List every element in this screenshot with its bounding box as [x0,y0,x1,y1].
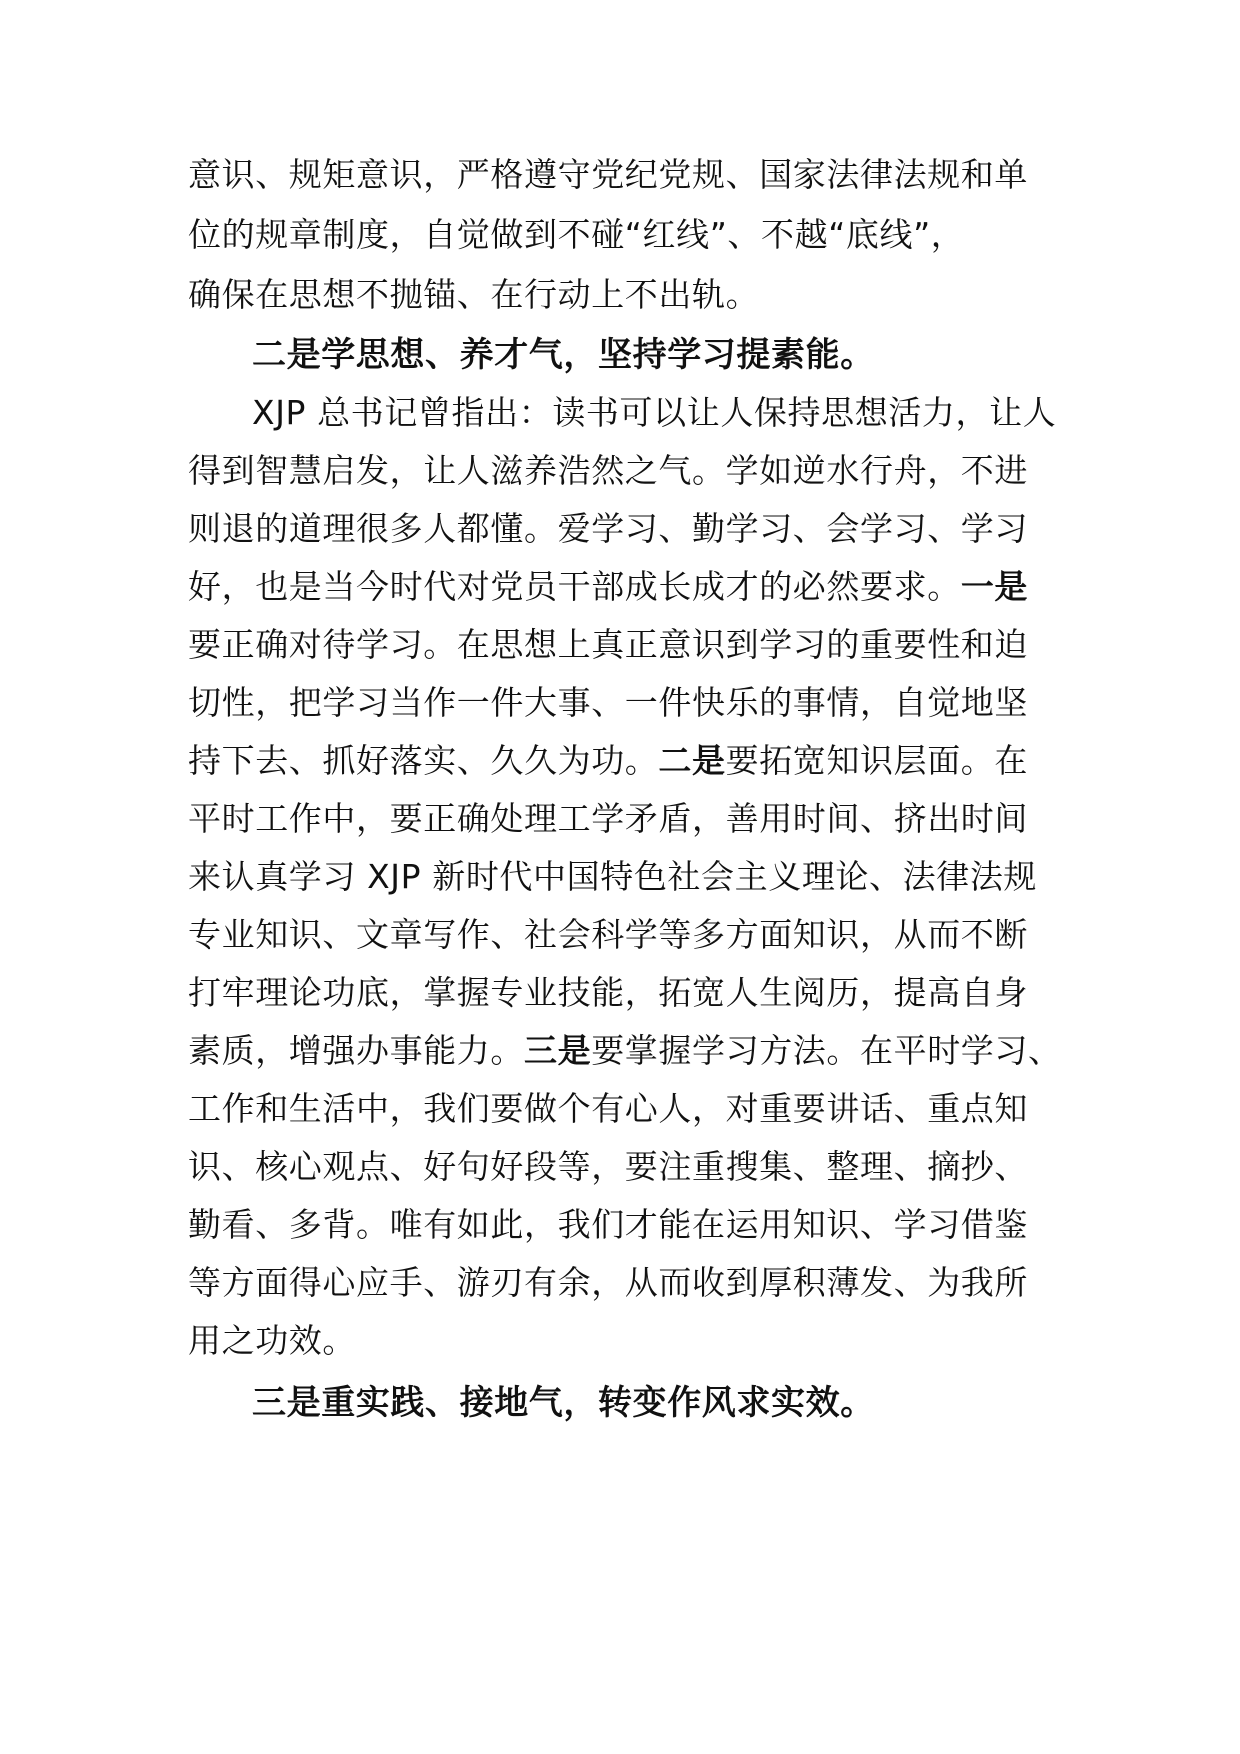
text-line: 切性，把学习当作一件大事、一件快乐的事情，自觉地坚 [188,683,1028,722]
text-segment: 好，也是当今时代对党员干部成长成才的必然要求。 [188,567,961,606]
text-line: 位的规章制度，自觉做到不碰“红线”、不越“底线”， [188,215,965,254]
text-segment: 要掌握学习方法。在平时学习、 [591,1031,1062,1070]
text-line: 用之功效。 [188,1321,356,1360]
section-heading: 二是学思想、养才气，坚持学习提素能。 [252,335,875,375]
bold-marker: 一是 [960,567,1029,606]
text-line: 意识、规矩意识，严格遵守党纪党规、国家法律法规和单 [188,155,1028,194]
text-line [188,554,1068,620]
text-segment: 持下去、抓好落实、久久为功。 [188,741,659,780]
text-line: 识、核心观点、好句好段等，要注重搜集、整理、摘抄、 [188,1147,1028,1186]
section-heading: 三是重实践、接地气，转变作风求实效。 [252,1383,875,1423]
text-line: 来认真学习 XJP 新时代中国特色社会主义理论、法律法规 [188,857,1038,896]
bold-marker: 三是 [524,1031,592,1070]
text-line: 要正确对待学习。在思想上真正意识到学习的重要性和迫 [188,625,1028,664]
text-line: 平时工作中，要正确处理工学矛盾，善用时间、挤出时间 [188,799,1028,838]
text-line: 确保在思想不抛锚、在行动上不出轨。 [188,275,760,314]
text-line: 得到智慧启发，让人滋养浩然之气。学如逆水行舟，不进 [188,451,1028,490]
text-line [188,728,1068,794]
text-line: 则退的道理很多人都懂。爱学习、勤学习、会学习、学习 [188,509,1028,548]
text-line: 专业知识、文章写作、社会科学等多方面知识，从而不断 [188,915,1028,954]
bold-marker: 二是 [658,741,726,780]
text-line: XJP 总书记曾指出：读书可以让人保持思想活力，让人 [252,393,1057,432]
text-segment: 要拓宽知识层面。在 [725,741,1029,780]
text-line [188,1018,1068,1084]
text-segment: 素质，增强办事能力。 [188,1031,524,1070]
text-line: 工作和生活中，我们要做个有心人，对重要讲话、重点知 [188,1089,1028,1128]
text-line: 等方面得心应手、游刃有余，从而收到厚积薄发、为我所 [188,1263,1028,1302]
text-line: 打牢理论功底，掌握专业技能，拓宽人生阅历，提高自身 [188,973,1028,1012]
text-line: 勤看、多背。唯有如此，我们才能在运用知识、学习借鉴 [188,1205,1028,1244]
